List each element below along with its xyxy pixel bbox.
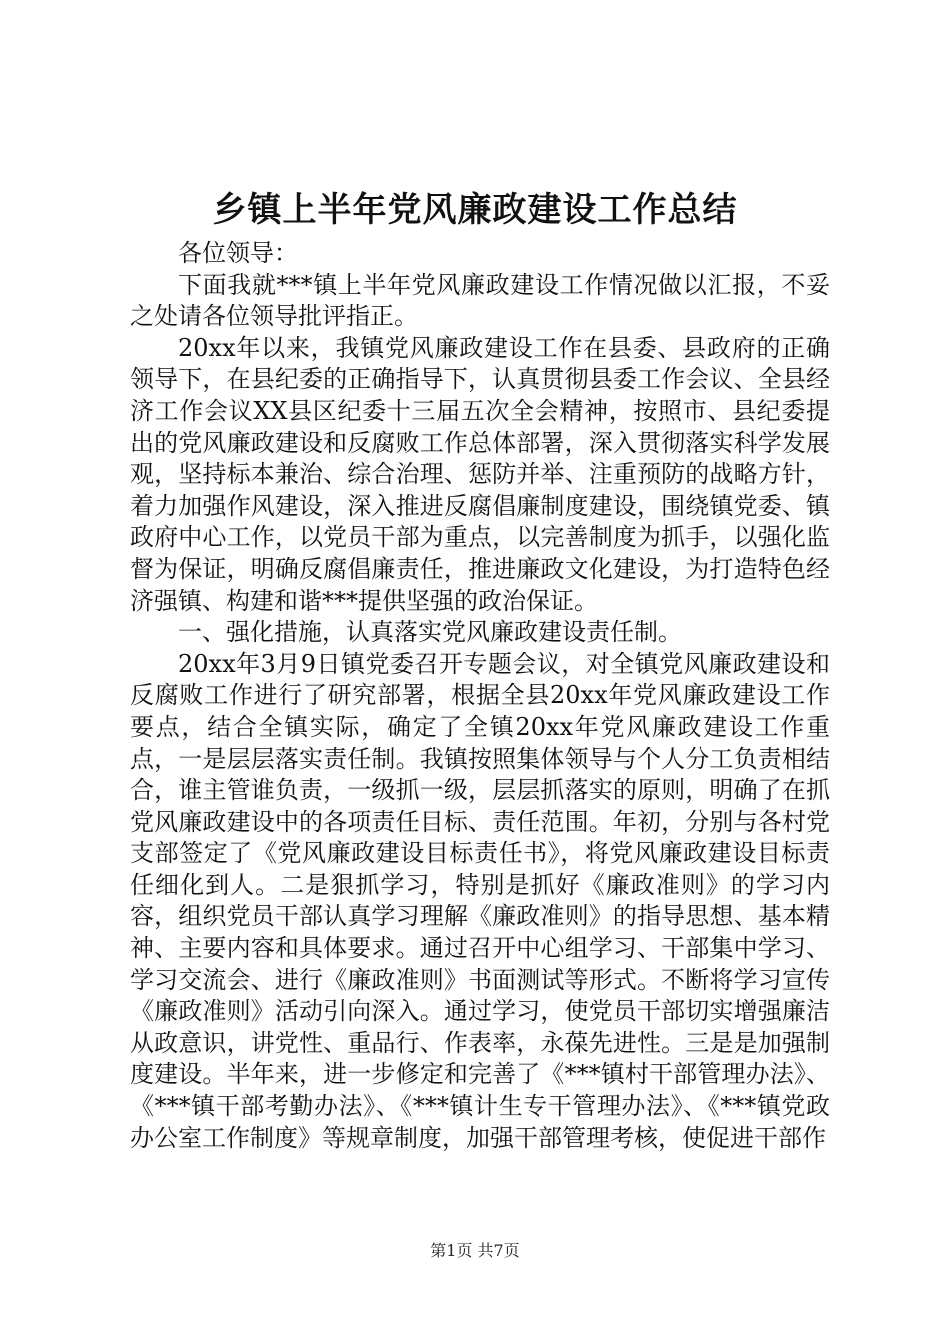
paragraph-section-1: 20xx年3月9日镇党委召开专题会议，对全镇党风廉政建设和反腐败工作进行了研究部署，根据全县20xx年党风廉政建设工作要点，结合全镇实际，确定了全镇20xx年党风廉政建设工作重点，一是层层落实责任制。我镇按照集体领导与个人分工负责相结合，谁主管谁负责，一级抓一级，层层抓落实的原则，明确了在抓党风廉政建设中的各项责任目标、责任范围。年初，分别与各村党支部签定了《党风廉政建设目标责任书》，将党风廉政建设目标责任细化到人。二是狠抓学习，特别是抓好《廉政准则》的学习内容，组织党员干部认真学习理解《廉政准则》的指导思想、基本精神、主要内容和具体要求。通过召开中心组学习、干部集中学习、学习交流会、进行《廉政准则》书面测试等形式。不断将学习宣传《廉政准则》活动引向深入。通过学习，使党员干部切实增强廉洁从政意识，讲党性、重品行、作表率，永葆先进性。三是是加强制度建设。半年来，进一步修定和完善了《***镇村干部管理办法》、《***镇干部考勤办法》、《***镇计生专干管理办法》、《***镇党政办公室工作制度》等规章制度，加强干部管理考核，使促进干部作 <box>130 649 830 1152</box>
paragraph-intro: 下面我就***镇上半年党风廉政建设工作情况做以汇报，不妥之处请各位领导批评指正。 <box>130 270 830 331</box>
paragraph-overview: 20xx年以来，我镇党风廉政建设工作在县委、县政府的正确领导下，在县纪委的正确指导下，认真贯彻县委工作会议、全县经济工作会议XX县区纪委十三届五次全会精神，按照市、县纪委提出的党风廉政建设和反腐败工作总体部署，深入贯彻落实科学发展观，坚持标本兼治、综合治理、惩防并举、注重预防的战略方针，着力加强作风建设，深入推进反腐倡廉制度建设，围绕镇党委、镇政府中心工作，以党员干部为重点，以完善制度为抓手，以强化监督为保证，明确反腐倡廉责任，推进廉政文化建设，为打造特色经济强镇、构建和谐***提供坚强的政治保证。 <box>130 333 830 615</box>
page-number: 第1页 共7页 <box>430 1241 520 1260</box>
document-body <box>130 238 830 1154</box>
salutation: 各位领导： <box>178 239 298 267</box>
section-heading-1: 一、强化措施，认真落实党风廉政建设责任制。 <box>178 618 682 647</box>
document-title: 乡镇上半年党风廉政建设工作总结 <box>212 190 738 230</box>
